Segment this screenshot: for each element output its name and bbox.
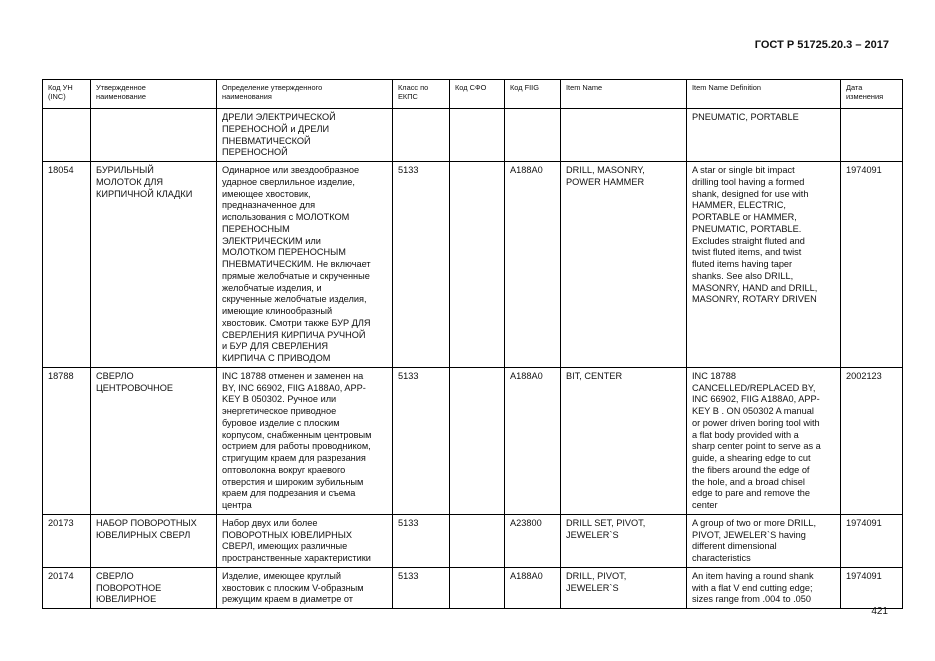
- header-change-date: Дата изменения: [841, 80, 903, 109]
- cell-sfo-code: [450, 514, 505, 567]
- header-item-name: Item Name: [561, 80, 687, 109]
- cell-sfo-code: [450, 162, 505, 368]
- cell-change-date: 2002123: [841, 367, 903, 514]
- cell-item-name-definition: PNEUMATIC, PORTABLE: [687, 109, 841, 162]
- cell-definition: ДРЕЛИ ЭЛЕКТРИЧЕСКОЙ ПЕРЕНОСНОЙ и ДРЕЛИ ПНЕВМАТИЧЕСКОЙ ПЕРЕНОСНОЙ: [217, 109, 393, 162]
- cell-approved-name: СВЕРЛО ЦЕНТРОВОЧНОЕ: [91, 367, 217, 514]
- header-ekps-class: Класс по ЕКПС: [393, 80, 450, 109]
- cell-ekps-class: 5133: [393, 367, 450, 514]
- header-approved-name: Утвержденное наименование: [91, 80, 217, 109]
- cell-item-name-definition: INC 18788 CANCELLED/REPLACED BY, INC 66902, FIIG A188A0, APP- KEY B . ON 050302 A manual or power driven boring tool with a flat body provided with a sharp center point to serve as a guide, a shearing edge to cut the fibers around the edge of the hole, and a broad chisel edge to pare and remove the center: [687, 367, 841, 514]
- cell-definition: Одинарное или звездообразное ударное сверлильное изделие, имеющее хвостовик, предназначенное для использования с МОЛОТКОМ ПЕРЕНОСНЫМ ЭЛЕКТРИЧЕСКИМ или МОЛОТКОМ ПЕРЕНОСНЫМ ПНЕВМАТИЧЕСКИМ. Не включает прямые желобчатые и скрученные желобчатые изделия, и скрученные желобчатые изделия, имеющие клинообразный хвостовик. Смотри также БУР ДЛЯ СВЕРЛЕНИЯ КИРПИЧА РУЧНОЙ и БУР ДЛЯ СВЕРЛЕНИЯ КИРПИЧА С ПРИВОДОМ: [217, 162, 393, 368]
- cell-approved-name: НАБОР ПОВОРОТНЫХ ЮВЕЛИРНЫХ СВЕРЛ: [91, 514, 217, 567]
- cell-item-name-definition: A group of two or more DRILL, PIVOT, JEWELER`S having different dimensional characteristics: [687, 514, 841, 567]
- header-fiig-code: Код FIIG: [505, 80, 561, 109]
- cell-item-name: BIT, CENTER: [561, 367, 687, 514]
- cell-item-name-definition: An item having a round shank with a flat V end cutting edge; sizes range from .004 to .050: [687, 567, 841, 608]
- header-item-name-definition: Item Name Definition: [687, 80, 841, 109]
- header-definition: Определение утвержденного наименования: [217, 80, 393, 109]
- cell-sfo-code: [450, 567, 505, 608]
- cell-definition: Набор двух или более ПОВОРОТНЫХ ЮВЕЛИРНЫХ СВЕРЛ, имеющих различные пространственные характеристики: [217, 514, 393, 567]
- cell-inc: 20174: [43, 567, 91, 608]
- page-number: 421: [871, 606, 888, 617]
- cell-inc: 18054: [43, 162, 91, 368]
- cell-item-name: DRILL, MASONRY, POWER HAMMER: [561, 162, 687, 368]
- cell-item-name: [561, 109, 687, 162]
- cell-ekps-class: 5133: [393, 567, 450, 608]
- cell-item-name: DRILL, PIVOT, JEWELER`S: [561, 567, 687, 608]
- cell-approved-name: БУРИЛЬНЫЙ МОЛОТОК ДЛЯ КИРПИЧНОЙ КЛАДКИ: [91, 162, 217, 368]
- cell-ekps-class: [393, 109, 450, 162]
- cell-ekps-class: 5133: [393, 514, 450, 567]
- document-standard-number: ГОСТ Р 51725.20.3 – 2017: [754, 39, 889, 51]
- cell-item-name-definition: A star or single bit impact drilling tool having a formed shank, designed for use with HAMMER, ELECTRIC, PORTABLE or HAMMER, PNEUMATIC, PORTABLE. Excludes straight fluted and twist fluted items, and twist fluted items having taper shanks. See also DRILL, MASONRY, HAND and DRILL, MASONRY, ROTARY DRIVEN: [687, 162, 841, 368]
- cell-approved-name: СВЕРЛО ПОВОРОТНОЕ ЮВЕЛИРНОЕ: [91, 567, 217, 608]
- cell-change-date: 1974091: [841, 567, 903, 608]
- table-row: [43, 162, 903, 368]
- header-sfo-code: Код СФО: [450, 80, 505, 109]
- table-row: [43, 514, 903, 567]
- header-inc: Код УН (INC): [43, 80, 91, 109]
- cell-inc: 20173: [43, 514, 91, 567]
- table-header-row: [43, 80, 903, 109]
- cell-change-date: 1974091: [841, 514, 903, 567]
- cell-change-date: 1974091: [841, 162, 903, 368]
- cell-sfo-code: [450, 109, 505, 162]
- cell-item-name: DRILL SET, PIVOT, JEWELER`S: [561, 514, 687, 567]
- table-row: [43, 109, 903, 162]
- cell-fiig-code: A23800: [505, 514, 561, 567]
- cell-fiig-code: [505, 109, 561, 162]
- table-row: [43, 367, 903, 514]
- cell-approved-name: [91, 109, 217, 162]
- cell-fiig-code: A188A0: [505, 567, 561, 608]
- nomenclature-table: [42, 79, 903, 609]
- cell-fiig-code: A188A0: [505, 162, 561, 368]
- cell-ekps-class: 5133: [393, 162, 450, 368]
- cell-sfo-code: [450, 367, 505, 514]
- table-row: [43, 567, 903, 608]
- cell-fiig-code: A188A0: [505, 367, 561, 514]
- cell-inc: [43, 109, 91, 162]
- cell-inc: 18788: [43, 367, 91, 514]
- cell-change-date: [841, 109, 903, 162]
- cell-definition: Изделие, имеющее круглый хвостовик с плоским V-образным режущим краем в диаметре от: [217, 567, 393, 608]
- cell-definition: INC 18788 отменен и заменен на BY, INC 66902, FIIG A188A0, APP- KEY B 050302. Ручное или энергетическое приводное буровое изделие с плоским корпусом, снабженным центровым острием для работы проводником, стригущим краем для разрезания оптоволокна вокруг краевого отверстия и широким зубильным краем для подрезания и съема центра: [217, 367, 393, 514]
